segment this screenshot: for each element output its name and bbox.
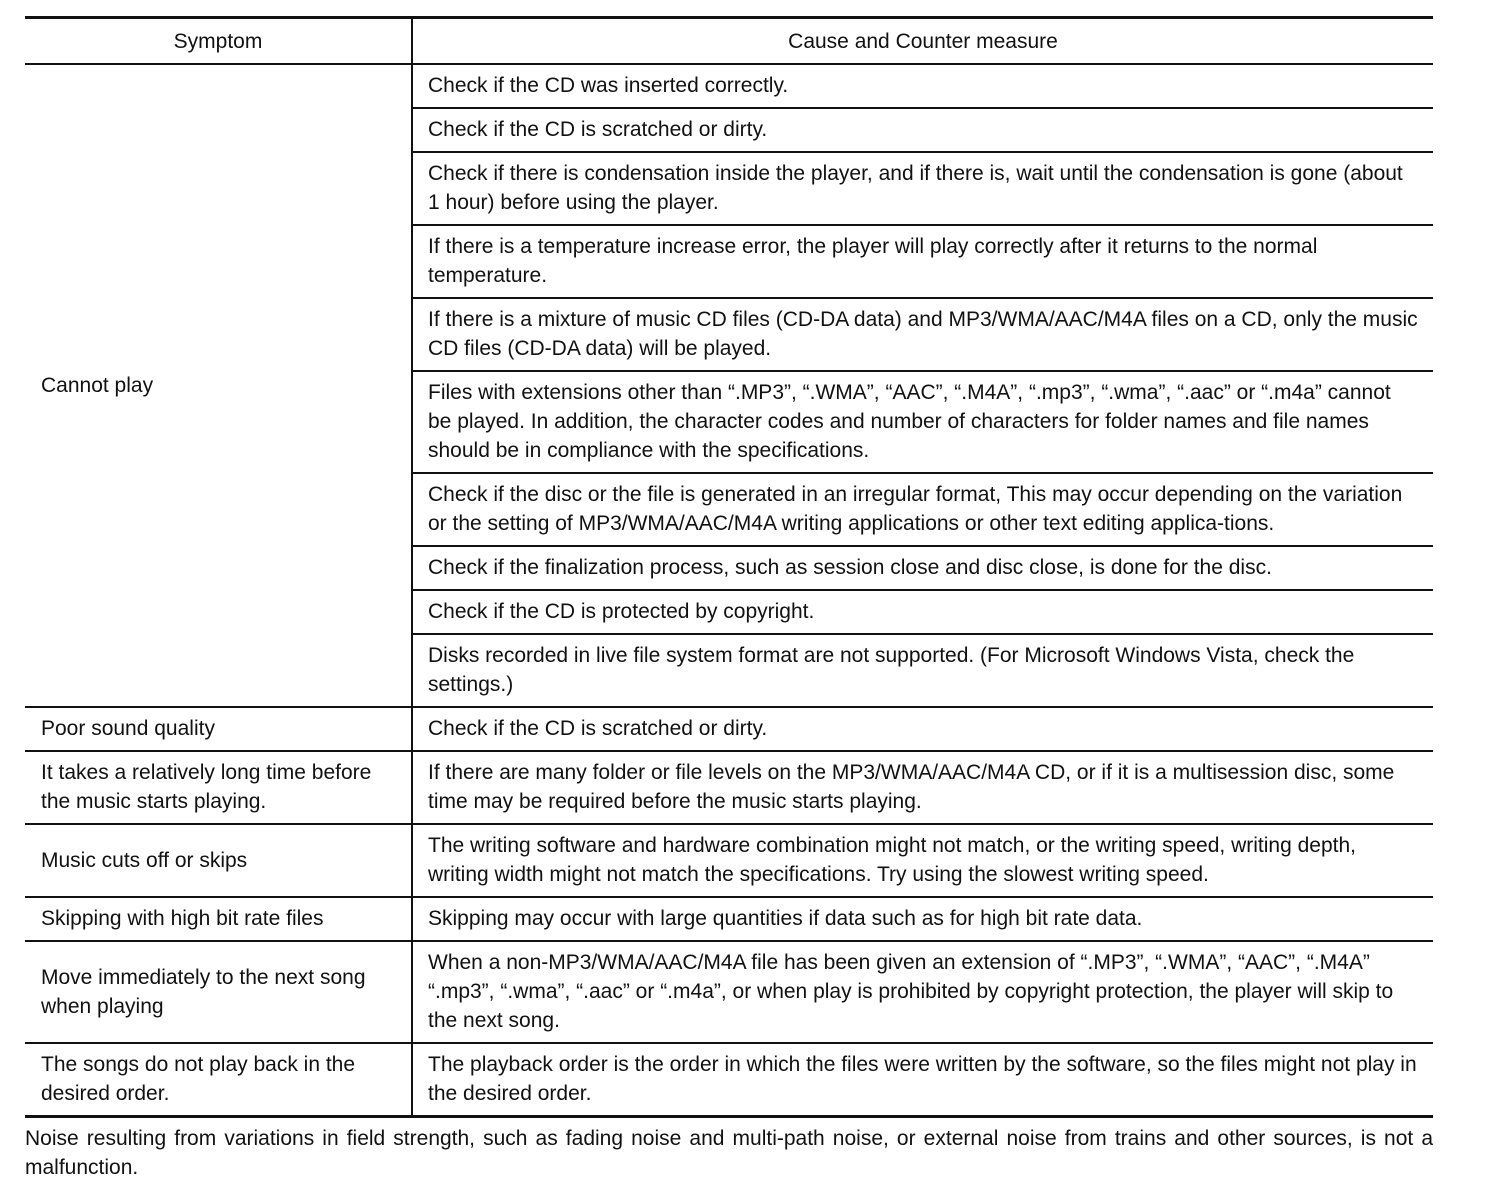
cause-cell: Check if the disc or the file is generated in an irregular format, This may occur depending on the variation or the setting of MP3/WMA/AAC/M4A writing applications or other text editing applica-tions. [412, 473, 1433, 546]
symptom-cell: Cannot play [25, 64, 412, 707]
symptom-cell: Poor sound quality [25, 707, 412, 751]
table-row [25, 751, 1433, 824]
table-row [25, 941, 1433, 1043]
cause-cell: Skipping may occur with large quantities if data such as for high bit rate data. [412, 897, 1433, 941]
cause-cell: Files with extensions other than “.MP3”, “.WMA”, “AAC”, “.M4A”, “.mp3”, “.wma”, “.aac” or “.m4a” cannot be played. In addition, the character codes and number of characters for folder names and file names should be in compliance with the specifications. [412, 371, 1433, 473]
table-row [25, 707, 1433, 751]
troubleshooting-table [25, 16, 1433, 1118]
cause-cell: Check if the finalization process, such as session close and disc close, is done for the disc. [412, 546, 1433, 590]
table-row [25, 1043, 1433, 1117]
cause-cell: If there is a mixture of music CD files (CD-DA data) and MP3/WMA/AAC/M4A files on a CD, only the music CD files (CD-DA data) will be played. [412, 298, 1433, 371]
cause-cell: Check if the CD is scratched or dirty. [412, 707, 1433, 751]
cause-cell: The writing software and hardware combination might not match, or the writing speed, writing depth, writing width might not match the specifications. Try using the slowest writing speed. [412, 824, 1433, 897]
cause-cell: Disks recorded in live file system format are not supported. (For Microsoft Windows Vista, check the settings.) [412, 634, 1433, 707]
table-header-row [25, 18, 1433, 65]
symptom-cell: The songs do not play back in the desired order. [25, 1043, 412, 1117]
symptom-cell: It takes a relatively long time before the music starts playing. [25, 751, 412, 824]
cause-cell: Check if there is condensation inside the player, and if there is, wait until the condensation is gone (about 1 hour) before using the player. [412, 152, 1433, 225]
cause-cell: Check if the CD was inserted correctly. [412, 64, 1433, 108]
symptom-cell: Music cuts off or skips [25, 824, 412, 897]
cause-cell: If there are many folder or file levels on the MP3/WMA/AAC/M4A CD, or if it is a multisession disc, some time may be required before the music starts playing. [412, 751, 1433, 824]
cause-cell: When a non-MP3/WMA/AAC/M4A file has been given an extension of “.MP3”, “.WMA”, “AAC”, “.M4A” “.mp3”, “.wma”, “.aac” or “.m4a”, or when play is prohibited by copyright protection, the player will skip to the next song. [412, 941, 1433, 1043]
table-row [25, 897, 1433, 941]
cause-column-header: Cause and Counter measure [412, 18, 1433, 65]
cause-cell: Check if the CD is scratched or dirty. [412, 108, 1433, 152]
table-body [25, 64, 1433, 1117]
symptom-cell: Skipping with high bit rate files [25, 897, 412, 941]
symptom-column-header: Symptom [25, 18, 412, 65]
symptom-cell: Move immediately to the next song when playing [25, 941, 412, 1043]
troubleshooting-document [25, 16, 1433, 1182]
table-row [25, 824, 1433, 897]
footnote: Noise resulting from variations in field strength, such as fading noise and multi-path noise, or external noise from trains and other sources, is not a malfunction. [25, 1127, 1433, 1179]
cause-cell: The playback order is the order in which the files were written by the software, so the files might not play in the desired order. [412, 1043, 1433, 1117]
cause-cell: Check if the CD is protected by copyright. [412, 590, 1433, 634]
table-row [25, 64, 1433, 108]
cause-cell: If there is a temperature increase error, the player will play correctly after it returns to the normal temperature. [412, 225, 1433, 298]
